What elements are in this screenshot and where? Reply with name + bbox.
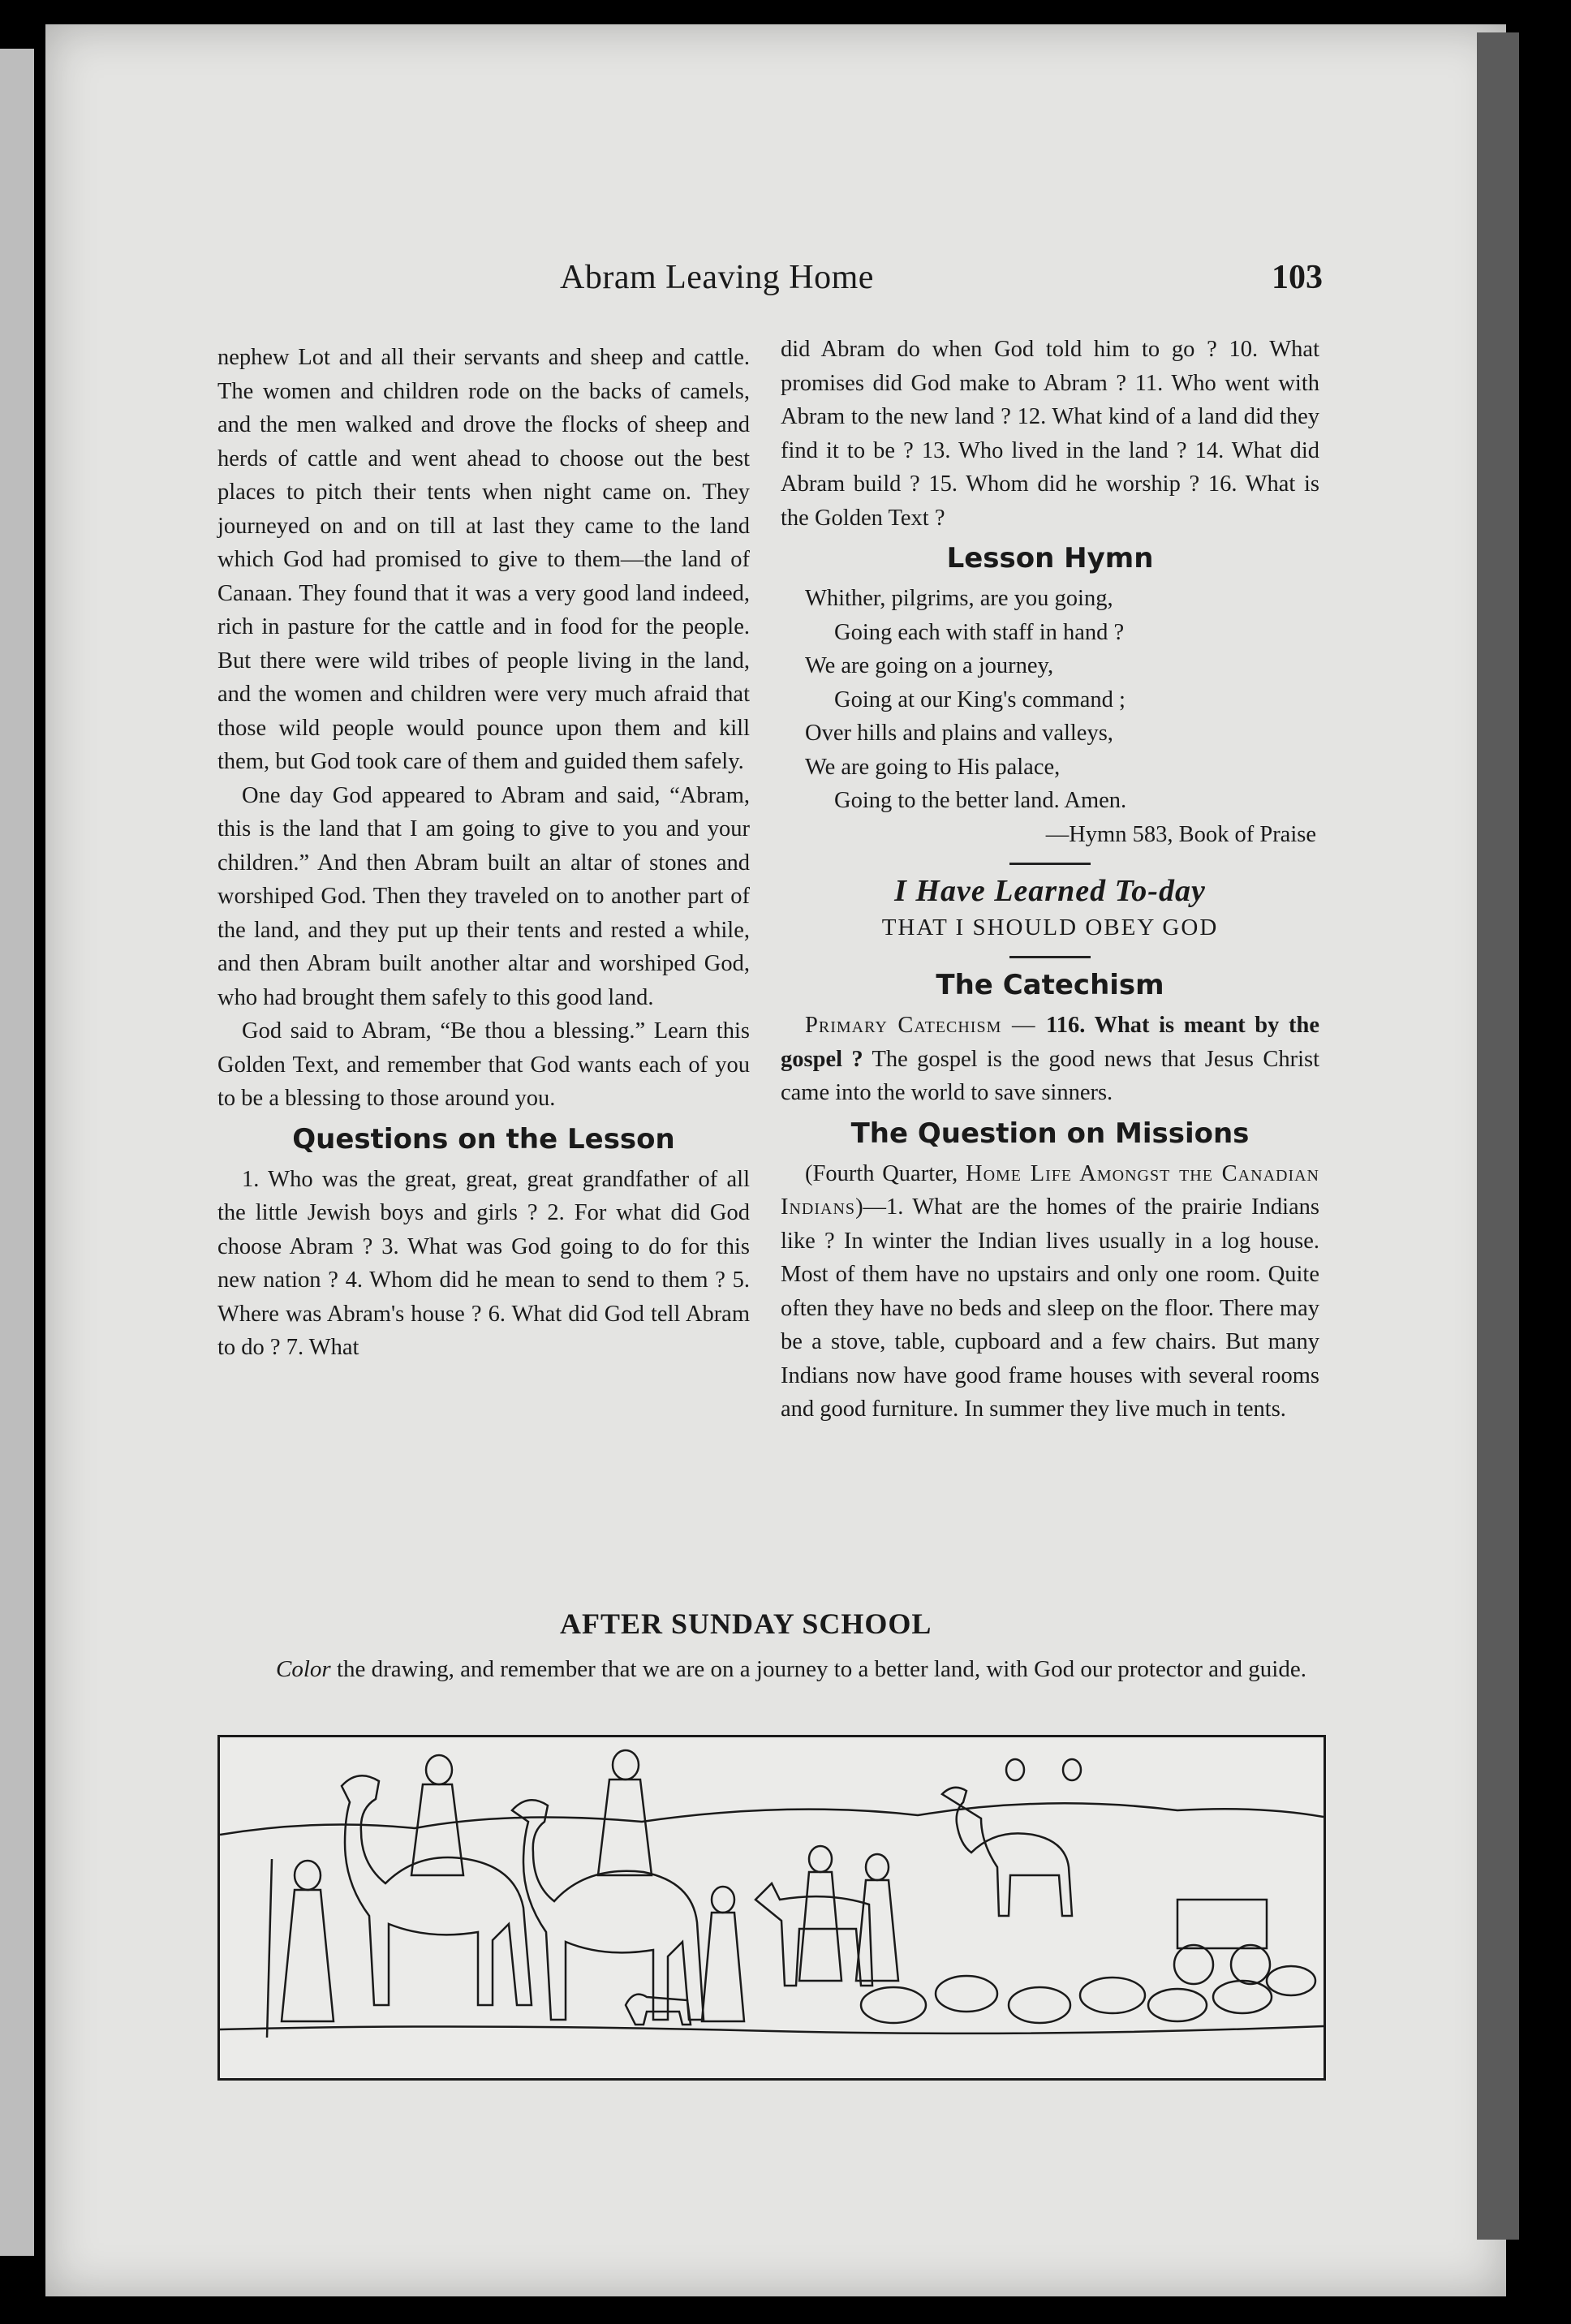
running-title: Abram Leaving Home <box>560 259 874 296</box>
after-school-lead: Color <box>276 1656 331 1682</box>
camel-with-rider <box>342 1755 532 2005</box>
missions-text <box>781 1157 1319 1427</box>
learned-text: THAT I SHOULD OBEY GOD <box>881 915 1219 940</box>
page-edge-shadow <box>1477 32 1519 2240</box>
right-column <box>781 333 1319 1427</box>
page-header <box>560 258 1323 307</box>
missions-heading: The Question on Missions <box>850 1117 1250 1150</box>
left-column <box>217 341 750 1365</box>
ox-cart <box>1174 1900 1270 1984</box>
story-paragraph-1: nephew Lot and all their servants and sheep and cattle. The women and children rode on the backs of camels, and the men walked and drove the flocks of sheep and herds of cattle and went ahead to choose out the best places to pitch their tents when night came on. They journeyed on and on till at last they came to the land which God had promised to give to them—the land of Canaan. They found that it was a very good land indeed, rich in pasture for the cattle and in food for the people. But there were wild tribes of people living in the land, and the women and children were very much afraid that those wild people would pounce upon them and kill them, but God took care of them and guided them safely. <box>217 345 750 774</box>
catechism-answer: The gospel is the good news that Jesus Christ came into the world to save sinners. <box>781 1046 1319 1105</box>
hymn-verse <box>781 582 1319 851</box>
page-number: 103 <box>1272 259 1323 296</box>
hills-line <box>220 1803 1324 1835</box>
hymn-line: Over hills and plains and valleys, <box>805 721 1113 746</box>
learned-heading: I Have Learned To-day <box>894 874 1206 908</box>
hymn-heading: Lesson Hymn <box>946 542 1154 575</box>
hymn-line: Going each with staff in hand ? <box>834 619 1125 645</box>
hymn-line: Whither, pilgrims, are you going, <box>805 586 1113 611</box>
section-divider <box>1009 863 1091 865</box>
catechism-text <box>781 1009 1319 1110</box>
missions-answer: )—1. What are the homes of the prairie Indians like ? In winter the Indian lives usually in a log house. Most of them have no upstairs and only one room. Quite often they have no beds and sleep on the floor. There may be a stove, table, cupboard and a few chairs. But many Indians now have good frame houses with several rooms and good furniture. In summer they live much in tents. <box>781 1194 1319 1422</box>
story-paragraph-2: One day God appeared to Abram and said, “Abram, this is the land that I am going to give to you and your children.” And then Abram built an altar of stones and worshiped God. Then they traveled on to another part of the land, and they put up their tents and rested a while, and then Abram built another altar and worshiped God, who had brought them safely to this good land. <box>217 782 750 1010</box>
shepherd-figure <box>267 1859 334 2038</box>
walking-figure <box>856 1854 898 1981</box>
questions-continued: did Abram do when God told him to go ? 10. What promises did God make to Abram ? 11. Who went with Abram to the new land ? 12. What kind of a land did they find it to be ? 13. Who lived in the land ? 14. What did Abram build ? 15. Whom did he worship ? 16. What is the Golden Text ? <box>781 337 1319 531</box>
caravan-illustration <box>217 1735 1326 2081</box>
sheep-flock <box>861 1966 1315 2023</box>
questions-heading: Questions on the Lesson <box>292 1122 675 1156</box>
catechism-label: Primary Catechism — <box>805 1013 1047 1038</box>
walking-figure <box>799 1846 841 1981</box>
donkey <box>755 1883 872 1986</box>
missions-open: (Fourth Quarter, <box>805 1160 966 1186</box>
after-school-instructions <box>217 1652 1321 1686</box>
hymn-line: We are going to His palace, <box>805 754 1061 780</box>
camel-with-rider <box>512 1750 704 2020</box>
story-paragraph-3: God said to Abram, “Be thou a blessing.” Learn this Golden Text, and remember that God wants each of you to be a blessing to those around you. <box>217 1018 750 1111</box>
caravan-drawing <box>220 1737 1324 2078</box>
missions-series: Home Life Amongst the Canadian Indians <box>781 1160 1320 1220</box>
distant-camel-with-rider <box>942 1759 1081 1916</box>
hymn-line: We are going on a journey, <box>805 653 1054 678</box>
after-school-heading: AFTER SUNDAY SCHOOL <box>560 1607 932 1640</box>
hymn-line: Going to the better land. Amen. <box>834 788 1127 813</box>
ground-line <box>220 2026 1324 2034</box>
after-school-text: the drawing, and remember that we are on a journey to a better land, with God our protector and guide. <box>330 1656 1306 1682</box>
catechism-question: 116. What is meant by the gospel ? <box>781 1013 1319 1072</box>
facing-page-edge <box>0 49 34 2256</box>
hymn-attribution: —Hymn 583, Book of Praise <box>1045 821 1316 847</box>
hymn-line: Going at our King's command ; <box>834 686 1126 712</box>
section-divider <box>1009 956 1091 958</box>
questions-text: 1. Who was the great, great, great grandfather of all the little Jewish boys and girls ? 2. For what did God choose Abram ? 3. What was God going to do for this new nation ? 4. Whom did he mean to send to them ? 5. Where was Abram's house ? 6. What did God tell Abram to do ? 7. What <box>217 1166 750 1360</box>
catechism-heading: The Catechism <box>936 969 1164 1001</box>
walking-figure <box>702 1887 744 2021</box>
